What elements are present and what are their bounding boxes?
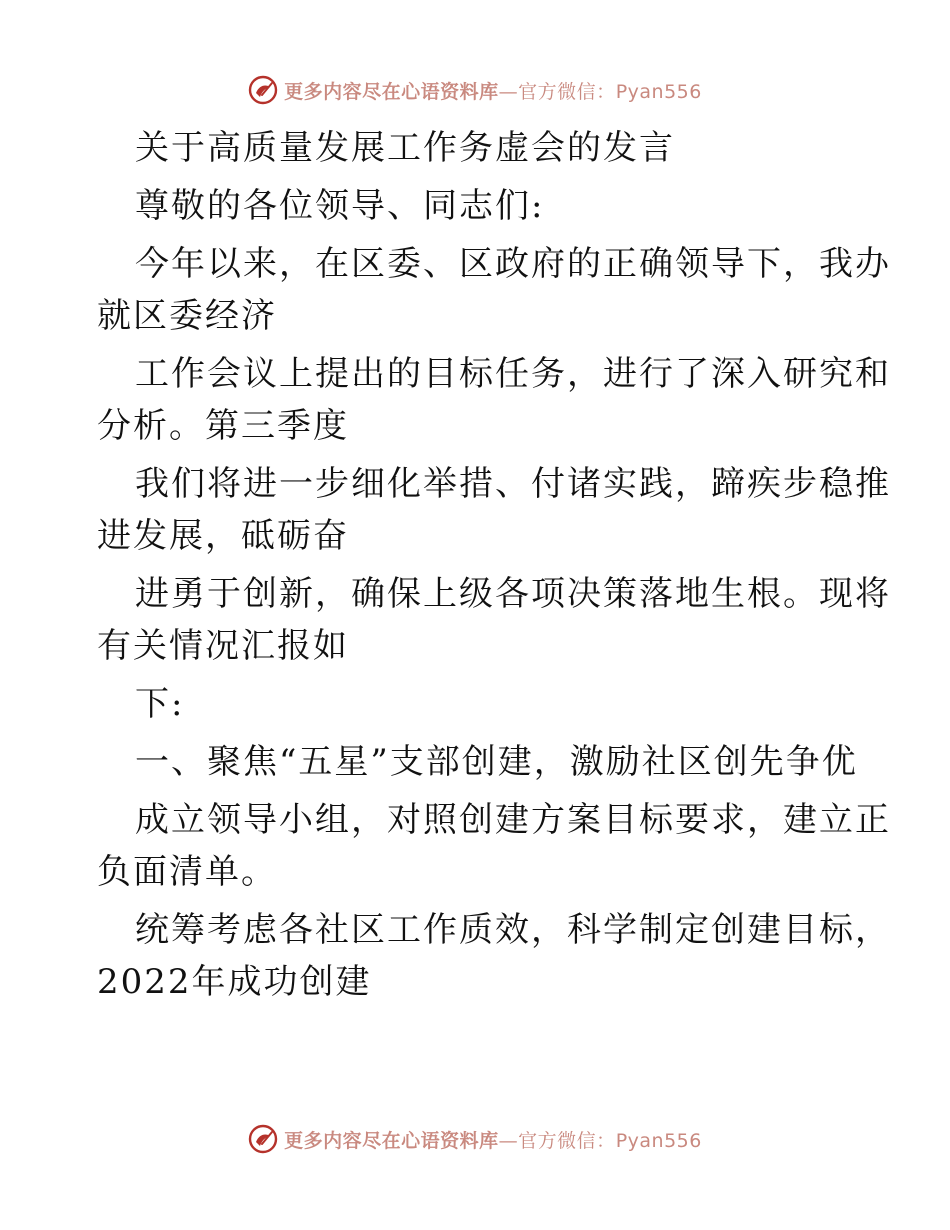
watermark-brand-text: 更多内容尽在心语资料库 — [284, 1129, 499, 1152]
watermark-wechat-label: 官方微信： — [518, 80, 616, 103]
watermark-separator: — — [498, 80, 519, 103]
paragraph-line: 分析。第三季度 — [97, 406, 349, 446]
paragraph-line: 成立领导小组，对照创建方案目标要求，建立正 — [135, 800, 891, 840]
watermark-separator: — — [498, 1129, 519, 1152]
paragraph-line: 2022年成功创建 — [97, 962, 372, 1002]
brand-logo-icon — [248, 75, 278, 105]
footer-watermark — [0, 1119, 950, 1159]
paragraph-line: 有关情况汇报如 — [97, 626, 349, 666]
paragraph-line: 负面清单。 — [97, 852, 277, 892]
paragraph-line: 统筹考虑各社区工作质效，科学制定创建目标， — [135, 910, 891, 950]
watermark-wechat-label: 官方微信： — [518, 1129, 616, 1152]
paragraph-line: 今年以来，在区委、区政府的正确领导下，我办 — [135, 244, 891, 284]
watermark-brand-text: 更多内容尽在心语资料库 — [284, 80, 499, 103]
document-title: 关于高质量发展工作务虚会的发言 — [135, 128, 675, 168]
document-body — [97, 122, 891, 1008]
paragraph-line: 进勇于创新，确保上级各项决策落地生根。现将 — [135, 574, 891, 614]
watermark-text — [284, 77, 702, 104]
watermark-wechat-id: Pyan556 — [615, 80, 702, 103]
watermark-text — [284, 1126, 702, 1153]
salutation: 尊敬的各位领导、同志们: — [135, 186, 545, 226]
paragraph-line: 就区委经济 — [97, 296, 277, 336]
watermark-wechat-id: Pyan556 — [615, 1129, 702, 1152]
paragraph-line: 我们将进一步细化举措、付诸实践，蹄疾步稳推 — [135, 464, 891, 504]
paragraph-line: 进发展，砥砺奋 — [97, 516, 349, 556]
brand-logo-icon — [248, 1124, 278, 1154]
paragraph-line: 工作会议上提出的目标任务，进行了深入研究和 — [135, 354, 891, 394]
section-heading: 一、聚焦“五星”支部创建，激励社区创先争优 — [135, 742, 858, 782]
paragraph-line: 下: — [135, 684, 185, 724]
header-watermark — [0, 70, 950, 110]
